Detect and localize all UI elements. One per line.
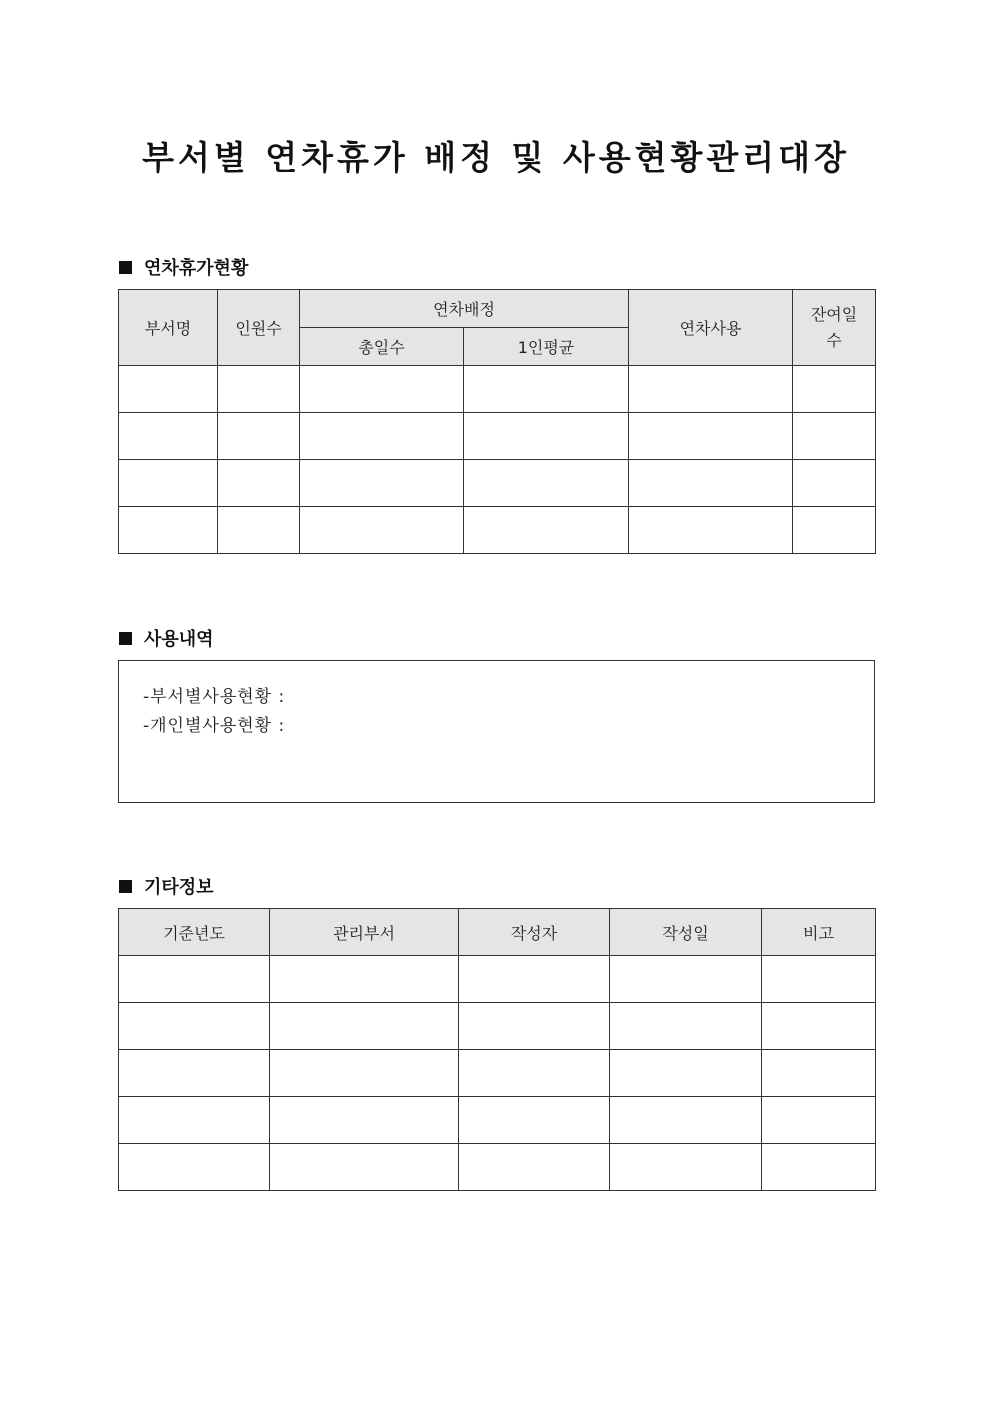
table-row xyxy=(119,956,876,1003)
table-cell[interactable] xyxy=(270,1097,459,1144)
table-row xyxy=(119,1003,876,1050)
table-cell[interactable] xyxy=(464,413,629,460)
header-managing-dept: 관리부서 xyxy=(270,909,459,956)
table-cell[interactable] xyxy=(459,1144,610,1191)
header-remaining-label: 잔여일수 xyxy=(810,304,858,350)
usage-details-box xyxy=(118,660,875,803)
table-cell[interactable] xyxy=(762,1003,876,1050)
header-dept: 부서명 xyxy=(119,290,218,366)
header-headcount: 인원수 xyxy=(218,290,300,366)
table-cell[interactable] xyxy=(459,1003,610,1050)
section-heading-other-info xyxy=(119,873,214,899)
page-title: 부서별 연차휴가 배정 및 사용현황관리대장 xyxy=(142,138,850,177)
table-cell[interactable] xyxy=(610,1050,762,1097)
table-cell[interactable] xyxy=(610,1097,762,1144)
table-cell[interactable] xyxy=(762,1050,876,1097)
table-cell[interactable] xyxy=(629,507,793,554)
table-cell[interactable] xyxy=(300,413,464,460)
table-cell[interactable] xyxy=(629,366,793,413)
table-cell[interactable] xyxy=(762,1097,876,1144)
table-cell[interactable] xyxy=(270,1003,459,1050)
header-per-person-avg: 1인평균 xyxy=(464,328,629,366)
header-remarks: 비고 xyxy=(762,909,876,956)
table-cell[interactable] xyxy=(459,956,610,1003)
header-date: 작성일 xyxy=(610,909,762,956)
square-bullet-icon xyxy=(119,880,132,893)
table-cell[interactable] xyxy=(300,366,464,413)
square-bullet-icon xyxy=(119,632,132,645)
table-cell[interactable] xyxy=(270,956,459,1003)
table-cell[interactable] xyxy=(119,460,218,507)
table-cell[interactable] xyxy=(464,460,629,507)
table-cell[interactable] xyxy=(119,507,218,554)
table-cell[interactable] xyxy=(119,413,218,460)
table-cell[interactable] xyxy=(610,956,762,1003)
section-heading-label: 기타정보 xyxy=(144,877,214,898)
table-cell[interactable] xyxy=(793,460,876,507)
annual-leave-status-table xyxy=(118,289,876,554)
table-cell[interactable] xyxy=(218,413,300,460)
other-info-table xyxy=(118,908,876,1191)
table-cell[interactable] xyxy=(119,1097,270,1144)
table-cell[interactable] xyxy=(119,1003,270,1050)
usage-line-individual[interactable]: -개인별사용현황 : xyxy=(143,716,286,736)
table-cell[interactable] xyxy=(610,1144,762,1191)
table-row xyxy=(119,460,876,507)
table-cell[interactable] xyxy=(218,460,300,507)
table-cell[interactable] xyxy=(610,1003,762,1050)
header-author: 작성자 xyxy=(459,909,610,956)
header-base-year: 기준년도 xyxy=(119,909,270,956)
section-heading-status xyxy=(119,254,248,280)
table-cell[interactable] xyxy=(119,1144,270,1191)
section-heading-label: 연차휴가현황 xyxy=(144,258,249,279)
section-heading-usage-details xyxy=(119,625,214,651)
table-row xyxy=(119,366,876,413)
table-cell[interactable] xyxy=(464,366,629,413)
table-cell[interactable] xyxy=(629,460,793,507)
table-cell[interactable] xyxy=(629,413,793,460)
table-cell[interactable] xyxy=(459,1050,610,1097)
square-bullet-icon xyxy=(119,261,132,274)
section-heading-label: 사용내역 xyxy=(144,629,214,650)
header-usage: 연차사용 xyxy=(629,290,793,366)
table-cell[interactable] xyxy=(270,1144,459,1191)
header-allocation: 연차배정 xyxy=(300,290,629,328)
table-cell[interactable] xyxy=(300,460,464,507)
table-cell[interactable] xyxy=(793,366,876,413)
table-cell[interactable] xyxy=(300,507,464,554)
table-cell[interactable] xyxy=(762,1144,876,1191)
table-cell[interactable] xyxy=(793,507,876,554)
table-cell[interactable] xyxy=(218,507,300,554)
table-cell[interactable] xyxy=(459,1097,610,1144)
table-cell[interactable] xyxy=(464,507,629,554)
table-cell[interactable] xyxy=(119,366,218,413)
table-cell[interactable] xyxy=(762,956,876,1003)
table-row xyxy=(119,1144,876,1191)
table-row xyxy=(119,1097,876,1144)
table-cell[interactable] xyxy=(119,956,270,1003)
table-cell[interactable] xyxy=(270,1050,459,1097)
usage-line-dept[interactable]: -부서별사용현황 : xyxy=(143,687,286,707)
table-cell[interactable] xyxy=(218,366,300,413)
table-cell[interactable] xyxy=(119,1050,270,1097)
header-total-days: 총일수 xyxy=(300,328,464,366)
table-row xyxy=(119,1050,876,1097)
header-remaining xyxy=(793,290,876,366)
table-cell[interactable] xyxy=(793,413,876,460)
table-row xyxy=(119,507,876,554)
table-row xyxy=(119,413,876,460)
